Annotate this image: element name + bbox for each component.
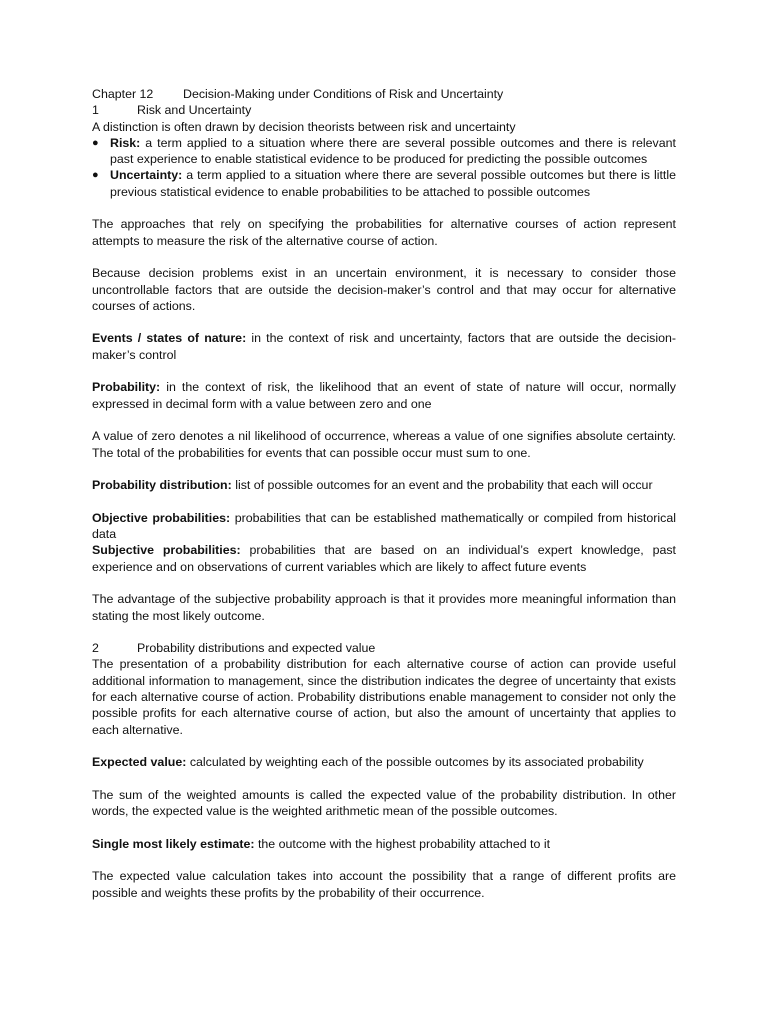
section-1-heading	[92, 102, 676, 118]
definition-expected-value	[92, 754, 676, 770]
section-2-number: 2	[92, 641, 99, 656]
document-page	[92, 86, 676, 901]
definition-term: Probability distribution:	[92, 478, 232, 493]
paragraph-presentation: The presentation of a probability distribution for each alternative course of action can provide useful additional information to management, since the distribution indicates the degree of uncertainty that exists for each alternative course of action. Probability distributions enable management to consider not only the possible profits for each alternative course of action, but also the amount of uncertainty that applies to each alternative.	[92, 657, 676, 737]
section-2-heading	[92, 640, 676, 656]
section-2-title: Probability distributions and expected value	[137, 641, 376, 656]
definition-text: calculated by weighting each of the possible outcomes by its associated probability	[189, 755, 644, 770]
definition-probability-distribution	[92, 477, 676, 493]
paragraph-weighted-sum: The sum of the weighted amounts is called the expected value of the probability distribution. In other words, the expected value is the weighted arithmetic mean of the possible outcomes.	[92, 787, 676, 819]
paragraph-advantage: The advantage of the subjective probability approach is that it provides more meaningful information than stating the most likely outcome.	[92, 592, 676, 623]
definition-text: list of possible outcomes for an event and the probability that each will occur	[235, 478, 653, 493]
bullet-icon: ●	[92, 136, 99, 149]
definition-term: Objective probabilities:	[92, 510, 231, 525]
definition-term: Events / states of nature:	[92, 331, 247, 346]
definition-single-most-likely	[92, 836, 676, 852]
bullet-term: Uncertainty:	[110, 168, 183, 183]
definition-subjective-probabilities	[92, 542, 676, 575]
chapter-label: Chapter 12	[92, 87, 154, 101]
list-item	[92, 135, 676, 168]
section-1-intro: A distinction is often drawn by decision theorists between risk and uncertainty	[92, 119, 516, 134]
section-1-number: 1	[92, 103, 99, 118]
definition-probability	[92, 379, 676, 412]
paragraph-uncertain-environment: Because decision problems exist in an uncertain environment, it is necessary to consider those uncontrollable factors that are outside the decision-maker’s control and that may occur for alternative courses of actions.	[92, 266, 676, 313]
bullet-definition: a term applied to a situation where there are several possible outcomes but there is little previous statistical evidence to enable probabilities to be attached to possible outcomes	[110, 168, 676, 199]
definition-objective-probabilities	[92, 510, 676, 543]
definition-text: in the context of risk, the likelihood that an event of state of nature will occur, normally expressed in decimal form with a value between zero and one	[92, 380, 676, 411]
bullet-icon: ●	[92, 169, 99, 182]
section-1-title: Risk and Uncertainty	[137, 103, 252, 118]
paragraph-expected-calculation: The expected value calculation takes into account the possibility that a range of different profits are possible and weights these profits by the probability of their occurrence.	[92, 869, 676, 900]
paragraph-zero-one: A value of zero denotes a nil likelihood of occurrence, whereas a value of one signifies absolute certainty. The total of the probabilities for events that can possible occur must sum to one.	[92, 429, 676, 460]
bullet-term: Risk:	[110, 135, 141, 150]
definition-text: in the context of risk and uncertainty, factors that are outside the decision-maker’s control	[92, 331, 676, 362]
bullet-definition: a term applied to a situation where there are several possible outcomes and there is relevant past experience to enable statistical evidence to be produced for predicting the possible outcomes	[110, 135, 676, 167]
definition-text: probabilities that can be established mathematically or compiled from historical data	[92, 510, 676, 542]
definition-text: probabilities that are based on an individual’s expert knowledge, past experience and on observations of current variables which are likely to affect future events	[92, 543, 676, 574]
definition-text: the outcome with the highest probability attached to it	[257, 836, 551, 851]
chapter-heading	[92, 86, 676, 102]
definition-events	[92, 330, 676, 363]
definition-term: Single most likely estimate:	[92, 836, 255, 851]
risk-uncertainty-list	[92, 135, 676, 200]
definition-term: Expected value:	[92, 755, 187, 770]
list-item	[92, 167, 676, 200]
definition-term: Probability:	[92, 380, 161, 395]
definition-term: Subjective probabilities:	[92, 543, 241, 558]
chapter-title: Decision-Making under Conditions of Risk and Uncertainty	[183, 87, 504, 101]
paragraph-approaches: The approaches that rely on specifying the probabilities for alternative courses of action represent attempts to measure the risk of the alternative course of action.	[92, 217, 676, 248]
